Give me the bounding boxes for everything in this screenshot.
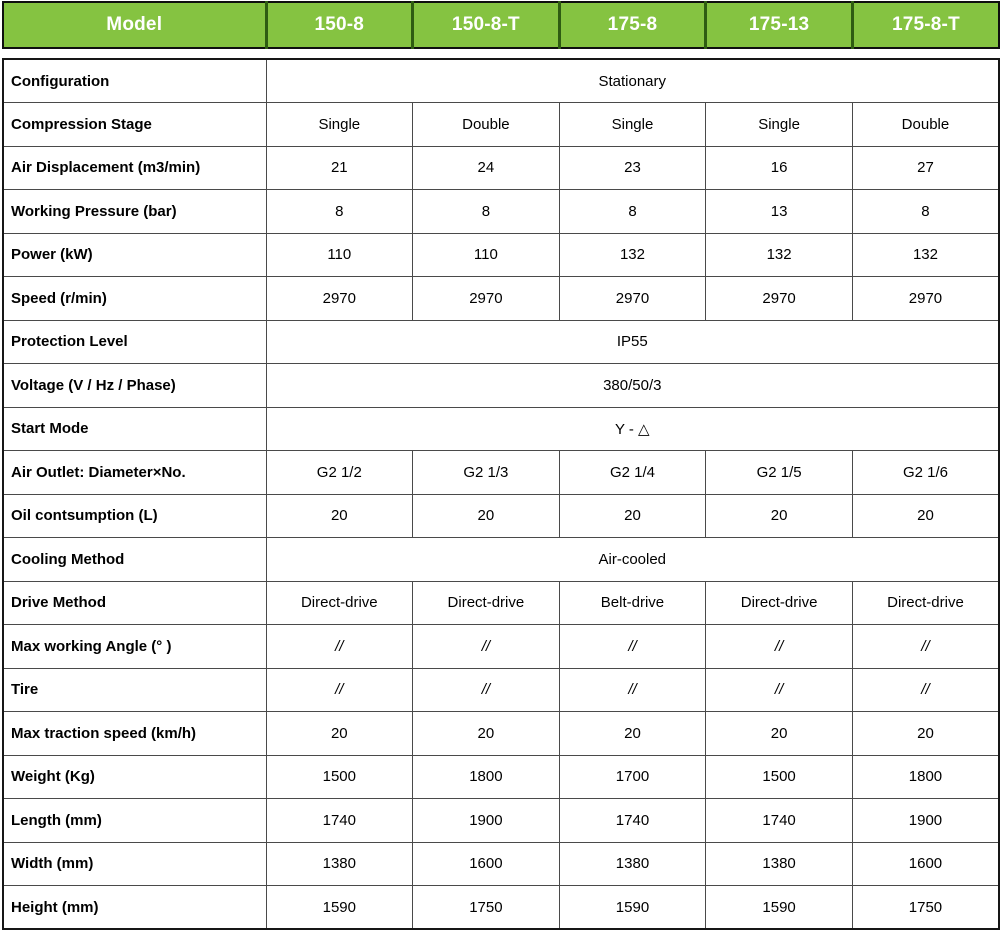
spec-value-cell: 2970	[413, 277, 560, 321]
row-label: Power (kW)	[3, 233, 266, 277]
table-row	[3, 103, 999, 147]
spec-value-cell: 2970	[266, 277, 413, 321]
model-header-row	[3, 2, 999, 48]
row-label: Max working Angle (° )	[3, 625, 266, 669]
spec-value-cell: 1800	[852, 755, 999, 799]
spec-value-cell: //	[706, 668, 853, 712]
row-label: Protection Level	[3, 320, 266, 364]
spec-span-value: Stationary	[266, 59, 999, 103]
spec-value-cell: 2970	[852, 277, 999, 321]
spec-value-cell: 1750	[852, 886, 999, 930]
spec-span-value: 380/50/3	[266, 364, 999, 408]
spec-value-cell: 20	[852, 494, 999, 538]
spec-value-cell: //	[413, 668, 560, 712]
table-row	[3, 842, 999, 886]
table-row	[3, 712, 999, 756]
spec-value-cell: //	[559, 625, 706, 669]
spec-value-cell: G2 1/3	[413, 451, 560, 495]
table-row	[3, 668, 999, 712]
spec-value-cell: Single	[559, 103, 706, 147]
spec-value-cell: 20	[852, 712, 999, 756]
model-column-175-13: 175-13	[706, 2, 853, 48]
spec-value-cell: 1700	[559, 755, 706, 799]
spec-value-cell: Direct-drive	[706, 581, 853, 625]
spec-value-cell: 8	[266, 190, 413, 234]
table-row	[3, 190, 999, 234]
spec-value-cell: 23	[559, 146, 706, 190]
spec-value-cell: 1900	[852, 799, 999, 843]
table-row	[3, 451, 999, 495]
spec-value-cell: 1800	[413, 755, 560, 799]
row-label: Voltage (V / Hz / Phase)	[3, 364, 266, 408]
spec-value-cell: G2 1/6	[852, 451, 999, 495]
model-header-band	[2, 1, 1000, 49]
table-row	[3, 146, 999, 190]
compressor-spec-table	[2, 1, 998, 930]
spec-value-cell: 132	[852, 233, 999, 277]
spec-value-cell: 13	[706, 190, 853, 234]
spec-value-cell: 1600	[852, 842, 999, 886]
spec-value-cell: G2 1/5	[706, 451, 853, 495]
spec-value-cell: 1900	[413, 799, 560, 843]
row-label: Weight (Kg)	[3, 755, 266, 799]
model-column-150-8: 150-8	[266, 2, 413, 48]
row-label: Tire	[3, 668, 266, 712]
row-label: Drive Method	[3, 581, 266, 625]
spec-value-cell: 1600	[413, 842, 560, 886]
table-row	[3, 364, 999, 408]
spec-value-cell: G2 1/2	[266, 451, 413, 495]
spec-value-cell: Direct-drive	[852, 581, 999, 625]
table-row	[3, 799, 999, 843]
spec-value-cell: Direct-drive	[266, 581, 413, 625]
spec-span-value: IP55	[266, 320, 999, 364]
model-column-175-8-t: 175-8-T	[852, 2, 999, 48]
spec-value-cell: 132	[706, 233, 853, 277]
spec-value-cell: 1590	[559, 886, 706, 930]
spec-value-cell: Single	[266, 103, 413, 147]
spec-value-cell: Belt-drive	[559, 581, 706, 625]
table-row	[3, 538, 999, 582]
spec-value-cell: //	[266, 668, 413, 712]
table-row	[3, 59, 999, 103]
row-label: Oil contsumption (L)	[3, 494, 266, 538]
spec-value-cell: 20	[266, 494, 413, 538]
spec-value-cell: //	[413, 625, 560, 669]
spec-value-cell: Double	[852, 103, 999, 147]
table-row	[3, 581, 999, 625]
spec-value-cell: 1380	[559, 842, 706, 886]
row-label: Speed (r/min)	[3, 277, 266, 321]
table-row	[3, 625, 999, 669]
spec-value-cell: 16	[706, 146, 853, 190]
spec-value-cell: 20	[559, 494, 706, 538]
spec-value-cell: //	[852, 668, 999, 712]
row-label: Height (mm)	[3, 886, 266, 930]
spec-value-cell: 1740	[706, 799, 853, 843]
table-row	[3, 277, 999, 321]
model-column-150-8-t: 150-8-T	[413, 2, 560, 48]
spec-value-cell: 1740	[559, 799, 706, 843]
model-header-label: Model	[3, 2, 266, 48]
spec-value-cell: //	[559, 668, 706, 712]
row-label: Max traction speed (km/h)	[3, 712, 266, 756]
spec-value-cell: 1380	[706, 842, 853, 886]
spec-value-cell: 1500	[706, 755, 853, 799]
spec-span-value: Air-cooled	[266, 538, 999, 582]
spec-value-cell: 8	[413, 190, 560, 234]
spec-value-cell: 1590	[706, 886, 853, 930]
spec-value-cell: 110	[413, 233, 560, 277]
header-body-gap	[2, 49, 998, 58]
spec-value-cell: Single	[706, 103, 853, 147]
spec-value-cell: 27	[852, 146, 999, 190]
spec-value-cell: 20	[706, 494, 853, 538]
table-row	[3, 494, 999, 538]
spec-value-cell: //	[852, 625, 999, 669]
spec-value-cell: Double	[413, 103, 560, 147]
row-label: Cooling Method	[3, 538, 266, 582]
spec-span-value: Y - △	[266, 407, 999, 451]
spec-value-cell: //	[266, 625, 413, 669]
row-label: Start Mode	[3, 407, 266, 451]
spec-value-cell: 20	[706, 712, 853, 756]
row-label: Air Outlet: Diameter×No.	[3, 451, 266, 495]
spec-value-cell: 21	[266, 146, 413, 190]
spec-value-cell: 20	[266, 712, 413, 756]
spec-value-cell: 2970	[706, 277, 853, 321]
row-label: Compression Stage	[3, 103, 266, 147]
spec-value-cell: 132	[559, 233, 706, 277]
spec-body-table	[2, 58, 1000, 930]
table-row	[3, 233, 999, 277]
spec-value-cell: Direct-drive	[413, 581, 560, 625]
model-column-175-8: 175-8	[559, 2, 706, 48]
table-row	[3, 886, 999, 930]
spec-value-cell: 20	[413, 712, 560, 756]
spec-value-cell: 2970	[559, 277, 706, 321]
spec-value-cell: 1500	[266, 755, 413, 799]
spec-value-cell: 1590	[266, 886, 413, 930]
row-label: Working Pressure (bar)	[3, 190, 266, 234]
spec-value-cell: 24	[413, 146, 560, 190]
spec-value-cell: 20	[559, 712, 706, 756]
spec-value-cell: 20	[413, 494, 560, 538]
table-row	[3, 320, 999, 364]
row-label: Width (mm)	[3, 842, 266, 886]
spec-value-cell: 1380	[266, 842, 413, 886]
spec-value-cell: 8	[559, 190, 706, 234]
spec-value-cell: 1750	[413, 886, 560, 930]
spec-value-cell: 1740	[266, 799, 413, 843]
spec-value-cell: G2 1/4	[559, 451, 706, 495]
spec-value-cell: 8	[852, 190, 999, 234]
row-label: Configuration	[3, 59, 266, 103]
row-label: Air Displacement (m3/min)	[3, 146, 266, 190]
spec-value-cell: //	[706, 625, 853, 669]
table-row	[3, 755, 999, 799]
spec-value-cell: 110	[266, 233, 413, 277]
row-label: Length (mm)	[3, 799, 266, 843]
table-row	[3, 407, 999, 451]
